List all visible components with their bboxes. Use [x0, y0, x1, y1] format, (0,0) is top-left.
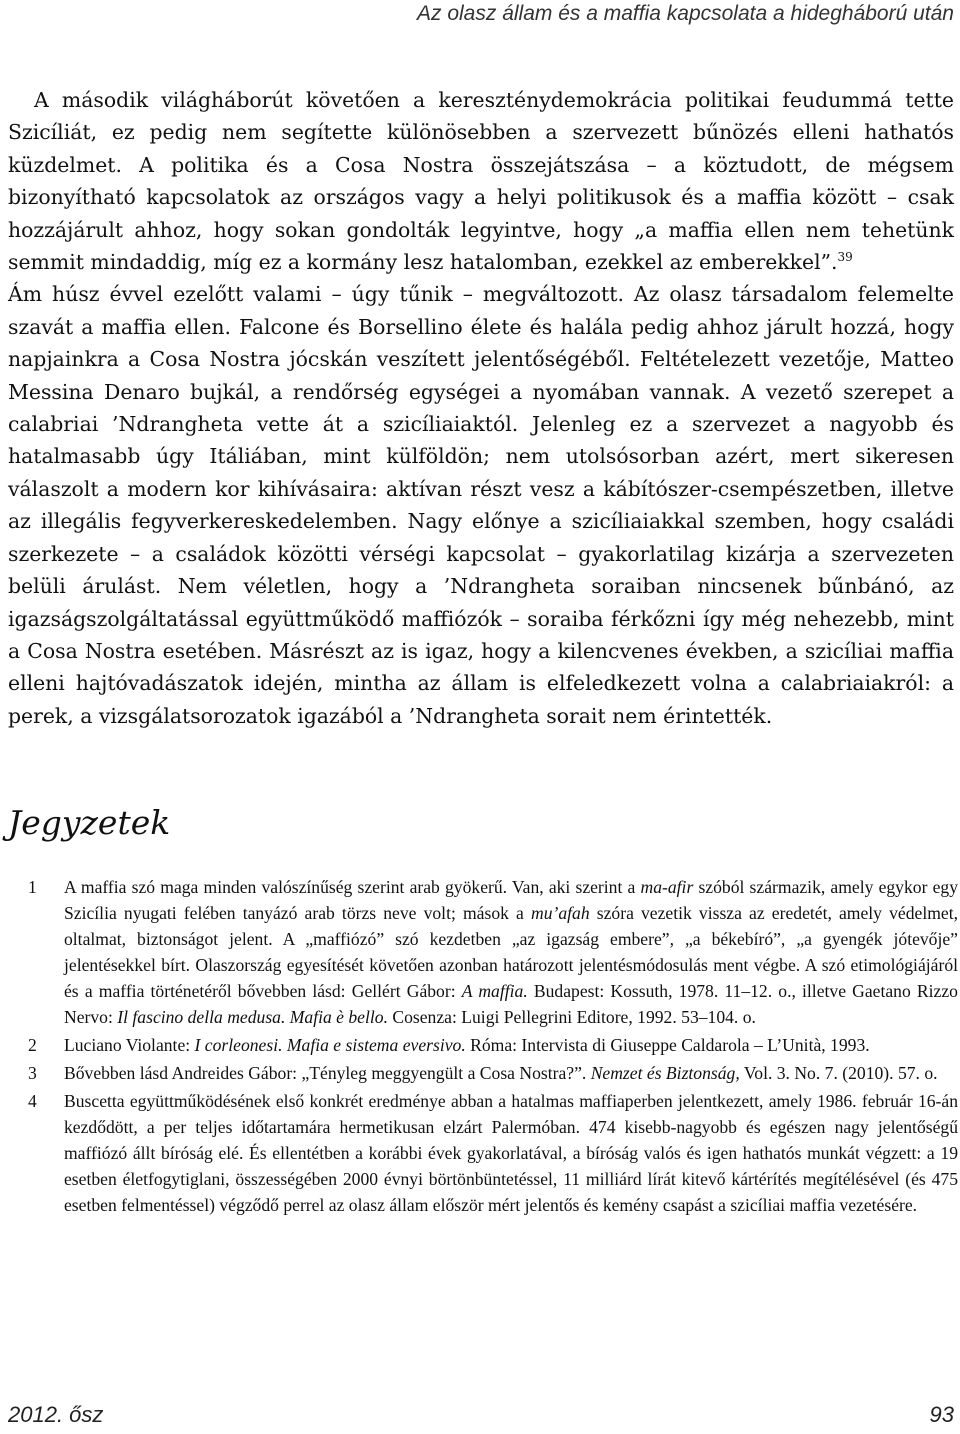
note-text: [64, 1088, 958, 1218]
note-run: Luciano Violante:: [64, 1035, 195, 1055]
note-text: [64, 1060, 958, 1086]
footer-issue: 2012. ősz: [8, 1402, 104, 1427]
note-text: [64, 874, 958, 1030]
body-paragraph-2: Ám húsz évvel ezelőtt valami – úgy tűnik – megváltozott. Az olasz társadalom felemelte szavát a maffia ellen. Falcone és Borsellino élete és halála pedig ahhoz járult hozzá, hogy napjainkra a Cosa Nostra jócskán veszített jelentőségéből. Feltételezett vezetője, Matteo Messina Denaro bujkál, a rendőrség egységei a nyomában vannak. A vezető szerepet a calabriai ’Ndrangheta vette át a szicíliaiaktól. Jelenleg ez a szervezet a nagyobb és hatalmasabb úgy Itáliában, mint külföldön; nem utolsósorban azért, mert sikeresen válaszolt a modern kor kihívásaira: aktívan részt vesz a kábítószer-csempészetben, illetve az illegális fegyverkereskedelemben. Nagy előnye a szicíliaiakkal szemben, hogy családi szerkezete – a családok közötti vérségi kapcsolat – gyakorlatilag kizárja a szervezeten belüli árulást. Nem véletlen, hogy a ’Ndrangheta soraiban nincsenek bűnbánó, az igazságszolgáltatással együttműködő maffiózók – soraiba férkőzni így még nehezebb, mint a Cosa Nostra esetében. Másrészt az is igaz, hogy a kilencvenes években, a szicíliai maffia elleni hajtóvadászatok idején, mintha az állam is elfeledkezett volna a calabriaiakról: a perek, a vizsgálatsorozatok igazából a ’Ndrangheta sorait nem érintették.: [8, 282, 954, 728]
note-run: Bővebben lásd Andreides Gábor: „Tényleg meggyengült a Cosa Nostra?”.: [64, 1063, 591, 1083]
running-header: Az olasz állam és a maffia kapcsolata a hidegháború után: [417, 2, 954, 25]
body-paragraph-1: [8, 84, 954, 278]
notes-heading: Jegyzetek: [8, 803, 171, 842]
note-run: Buscetta együttműködésének első konkrét eredménye abban a hatalmas maffiaperben jelentkezett, amely 1986. február 16-án kezdődött, a per teljes időtartamára hermetikusan elzárt Palermóban. 474 kisebb-nagyobb és egészen nagy jelentőségű maffiózó állt bíróság elé. És ellentétben a korábbi évek gyakorlatával, a bíróság valós és igen hathatós munkát végzett: a 19 esetben életfogytiglani, összességében 2000 évnyi börtönbüntetéssel, 11 milliárd lírát kitevő kártérítés megítélésével (és 475 esetben felmentéssel) végződő perrel az olasz állam először mért jelentős és kemény csapást a szicíliai maffia vezetésére.: [64, 1091, 958, 1215]
note-italic-run: A maffia.: [461, 981, 528, 1001]
note-italic-run: ma-afir: [640, 877, 694, 897]
note-1: [8, 874, 958, 1030]
note-run: Róma: Intervista di Giuseppe Caldarola – L’Unità, 1993.: [465, 1035, 870, 1055]
note-2: [8, 1032, 958, 1058]
note-number: 3: [28, 1063, 37, 1083]
note-text: [64, 1032, 958, 1058]
note-italic-run: Il fascino della medusa. Mafia è bello.: [117, 1007, 388, 1027]
note-number: 4: [28, 1091, 37, 1111]
notes-list: [8, 874, 958, 1220]
note-italic-run: mu’afah: [530, 903, 590, 923]
main-body: [8, 84, 954, 732]
note-run: Vol. 3. No. 7. (2010). 57. o.: [739, 1063, 938, 1083]
note-run: Budapest: Kossuth, 1978. 11–12. o., illetve Gaetano Rizzo Nervo:: [64, 981, 958, 1027]
note-italic-run: I corleonesi. Mafia e sistema eversivo.: [194, 1035, 466, 1055]
note-run: szóra vezetik vissza az eredetét, amely védelmet, oltalmat, biztonságot jelent. A „maffiózó” szó kezdetben „az igazság embere”, „a békebíró”, „a gyengék jótevője” jelentésekkel bírt. Olaszország egyesítését követően azonban határozott jelentésmódosulás ment végbe. A szó etimológiájáról és a maffia történetéről bővebben lásd: Gellért Gábor:: [64, 903, 958, 1001]
note-run: Cosenza: Luigi Pellegrini Editore, 1992. 53–104. o.: [387, 1007, 756, 1027]
footnote-ref-39[interactable]: 39: [837, 250, 853, 265]
body-paragraph-1-text: A második világháborút követően a kereszténydemokrácia politikai feudummá tette Szicíliát, ez pedig nem segítette különösebben a szervezett bűnözés elleni hathatós küzdelmet. A politika és a Cosa Nostra összejátszása – a köztudott, de mégsem bizonyítható kapcsolatok az országos vagy a helyi politikusok és a maffia között – csak hozzájárult ahhoz, hogy sokan gondolták legyintve, hogy „a maffia ellen nem tehetünk semmit mindaddig, míg ez a kormány lesz hatalomban, ezekkel az emberekkel”.: [8, 88, 954, 275]
note-run: A maffia szó maga minden valószínűség szerint arab gyökerű. Van, aki szerint a: [64, 877, 641, 897]
note-run: szóból származik, amely egykor egy Szicília nyugati felében tanyázó arab törzs neve volt; mások a: [64, 877, 958, 923]
note-4: [8, 1088, 958, 1218]
note-italic-run: Nemzet és Biztonság,: [590, 1063, 740, 1083]
note-number: 1: [28, 877, 37, 897]
note-number: 2: [28, 1035, 37, 1055]
note-3: [8, 1060, 958, 1086]
footer-page-number: 93: [929, 1402, 954, 1427]
